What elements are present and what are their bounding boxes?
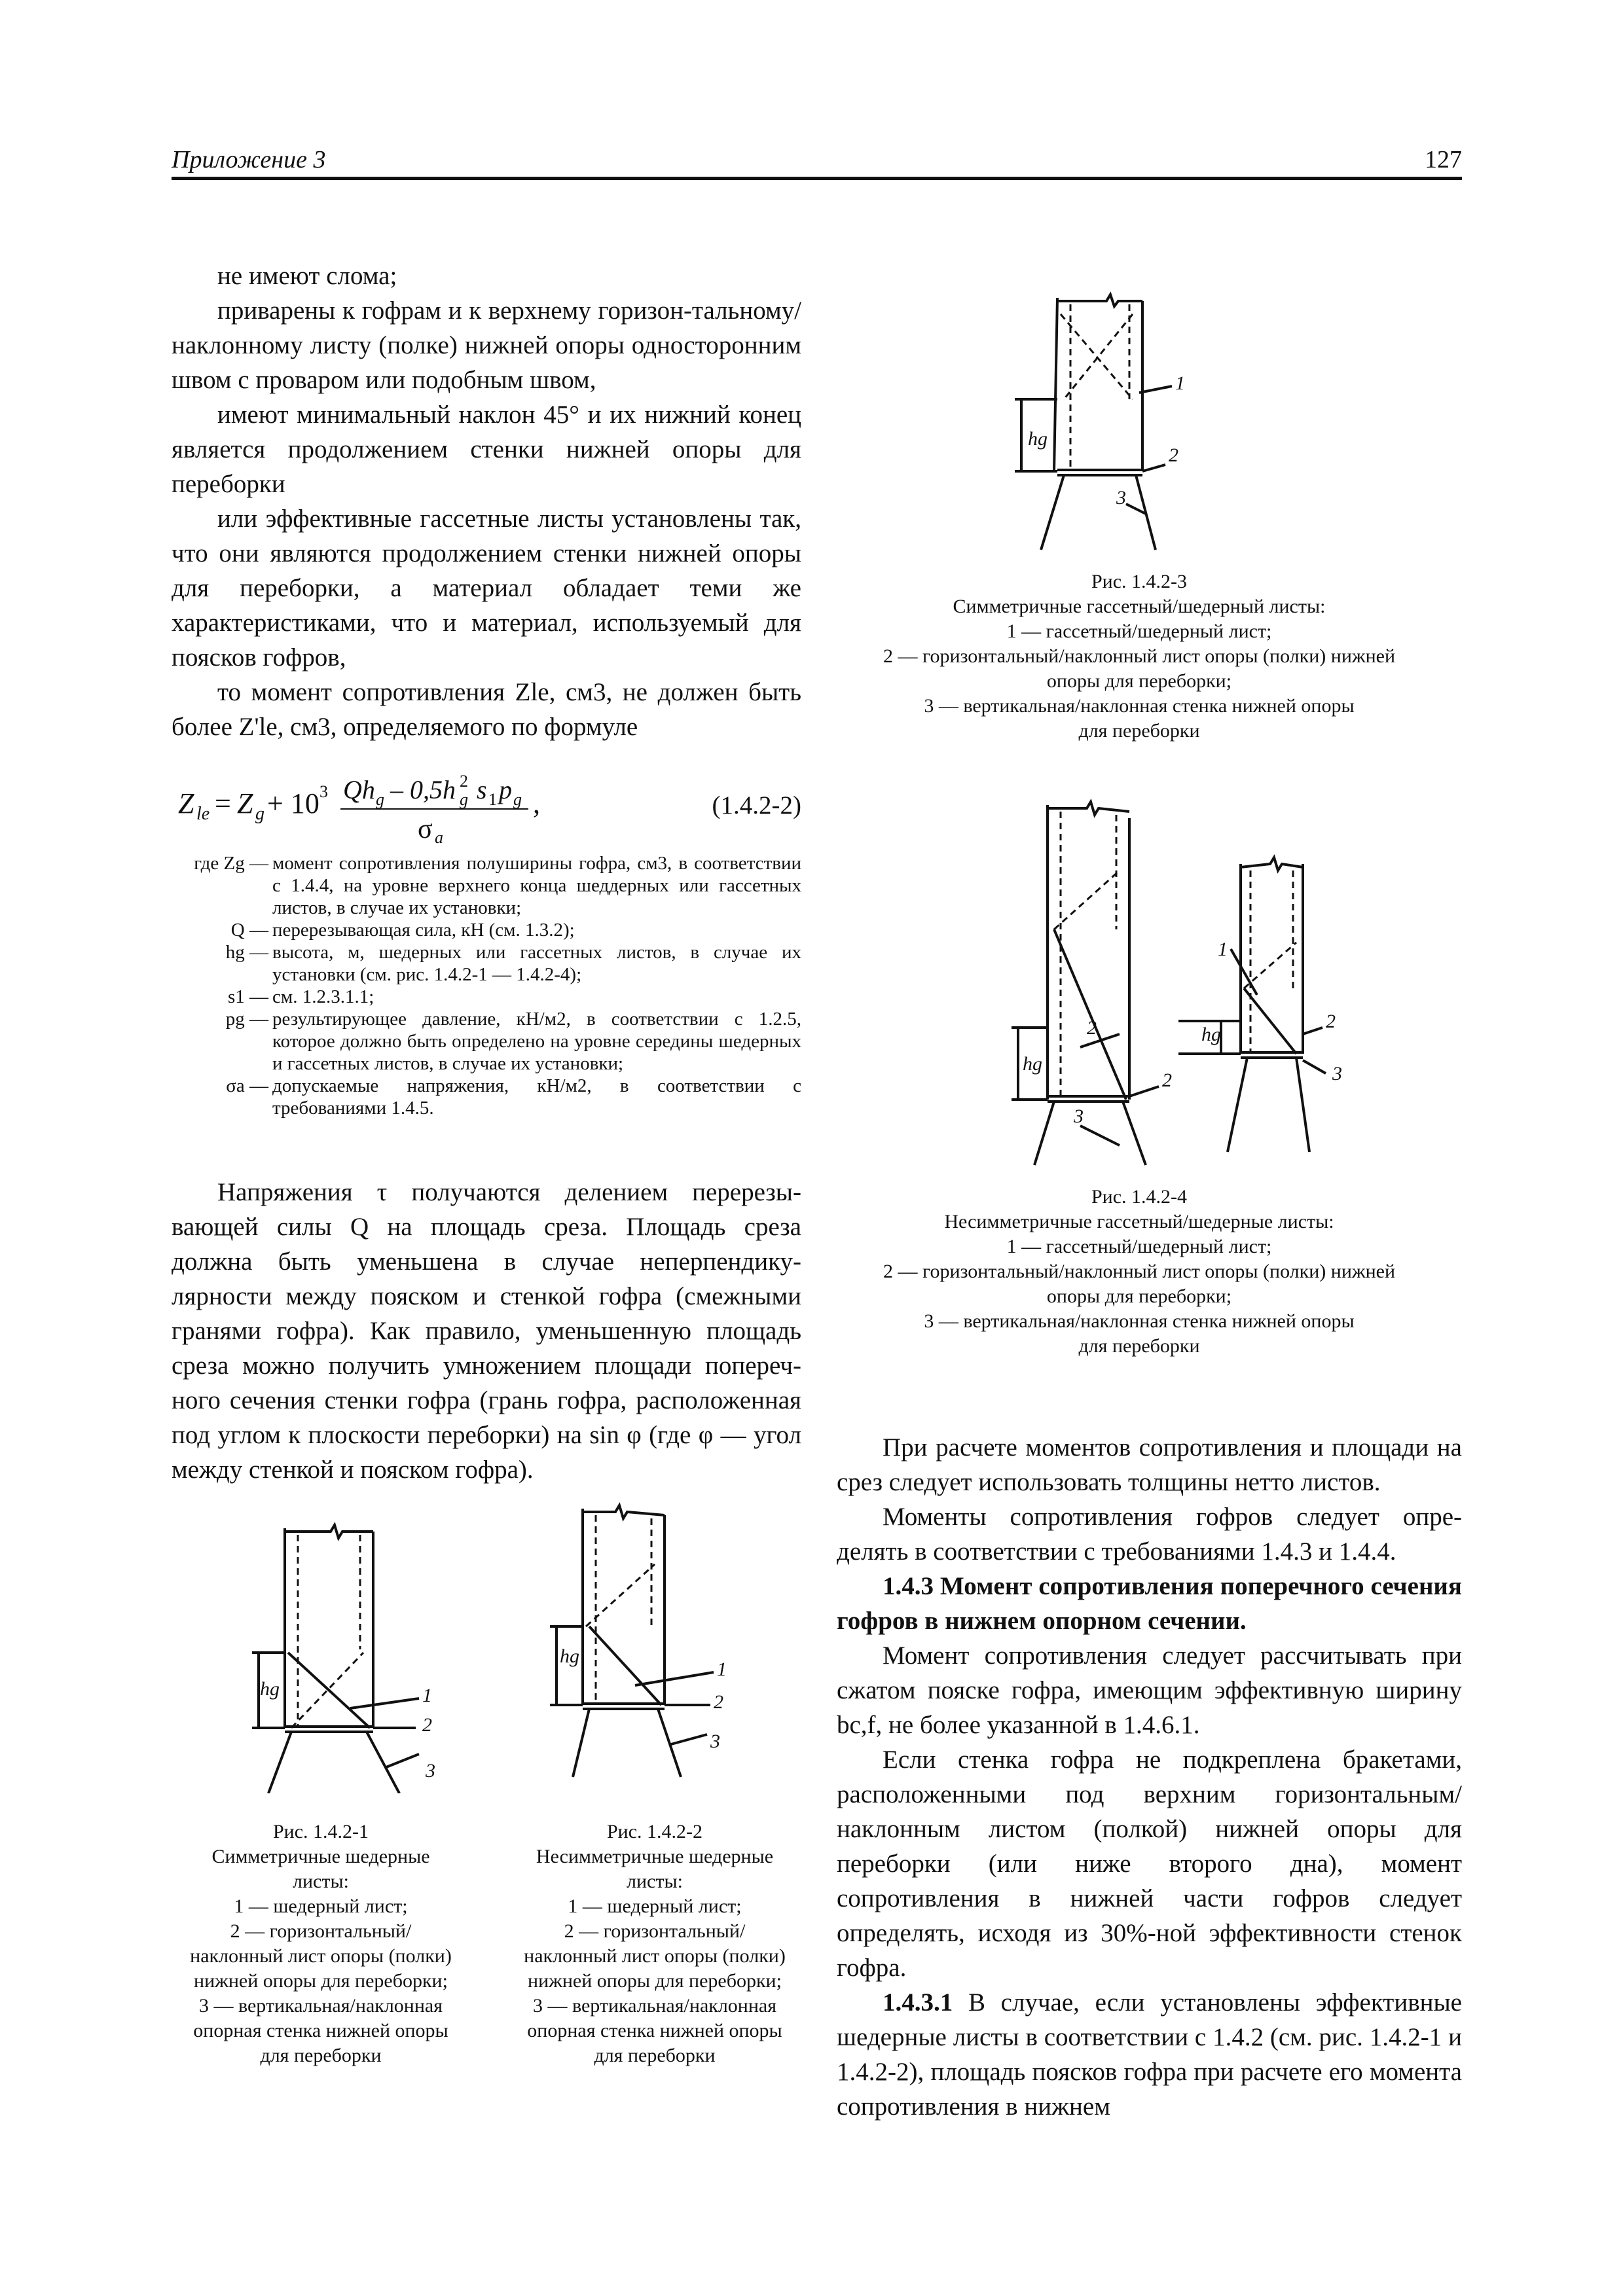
caption-1-4-2-2: Рис. 1.4.2-2 Несимметричные шедерные листы: 1 — шедерный лист; 2 — горизонтальный/ наклонный лист опоры (полки) нижней опоры для переборки; 3 — вертикальная/наклонная опорная стенка нижней опоры для переборки <box>524 1821 786 2066</box>
formula-number: (1.4.2-2) <box>712 791 801 819</box>
svg-text:hg: hg <box>260 1678 280 1700</box>
svg-text:g: g <box>255 804 264 824</box>
svg-text:2: 2 <box>460 772 468 791</box>
legend-row: s1 — см. 1.2.3.1.1; <box>227 986 374 1007</box>
formula-legend <box>172 852 801 1119</box>
svg-text:Z: Z <box>178 787 194 819</box>
caption-1-4-2-3: Рис. 1.4.2-3 Симметричные гассетный/шедерный листы: 1 — гассетный/шедерный лист; 2 — горизонтальный/наклонный лист опоры (полки) нижней опоры для переборки; 3 — вертикальная/наклонная стенка нижней опоры для переборки <box>883 571 1396 742</box>
paragraph: то момент сопротивления Zle, см3, не должен быть более Z'le, см3, определяемого по формуле <box>172 678 801 741</box>
svg-text:– 0,5h: – 0,5h <box>390 775 456 804</box>
svg-text:1: 1 <box>422 1685 432 1706</box>
svg-text:a: a <box>435 828 443 844</box>
figure-1-4-2-1 <box>246 1518 468 1793</box>
caption-1-4-2-1: Рис. 1.4.2-1 Симметричные шедерные листы: 1 — шедерный лист; 2 — горизонтальный/ наклонный лист опоры (полки) нижней опоры для переборки; 3 — вертикальная/наклонная опорная стенка нижней опоры для переборки <box>190 1821 452 2066</box>
svg-text:+ 10: + 10 <box>267 787 319 819</box>
svg-text:3: 3 <box>426 1760 435 1782</box>
svg-text:1: 1 <box>1218 939 1228 960</box>
formula-graphic <box>172 772 801 844</box>
legend-row: σa — допускаемые напряжения, кН/м2, в соответствии с требованиями 1.4.5. <box>226 1075 801 1119</box>
paragraph: приварены к гофрам и к верхнему горизон-тальному/наклонному листу (полке) нижней опоры односторонним швом с проваром или подобным швом, <box>172 296 801 394</box>
paragraph: не имеют слома; <box>217 262 397 290</box>
svg-text:3: 3 <box>1074 1105 1084 1127</box>
svg-text:2: 2 <box>1326 1011 1336 1032</box>
svg-text:2: 2 <box>422 1714 432 1736</box>
paragraph: Если стенка гофра не подкреплена бракетами, расположенными под верхним горизонтальным/ наклонным листом (полкой) нижней опоры для переборки (или ниже второго дна), момент сопротивления в нижней части гофров следует определять, исходя из 30%-ной эффективности стенок гофра. <box>837 1746 1462 1982</box>
legend-row: Q — перерезывающая сила, кН (см. 1.3.2); <box>230 920 575 941</box>
paragraph: Напряжения τ получаются делением перерезы-вающей силы Q на площадь среза. Площадь среза должна быть уменьшена в случае неперпендику-лярности между пояском и стенкой гофра (смежными гранями гофра). Как правило, уменьшенную площадь среза можно получить умножением площади попереч-ного сечения стенки гофра (грань гофра, расположенная под углом к плоскости переборки) на sin φ (где φ — угол между стенкой и пояском гофра). <box>172 1178 801 1484</box>
svg-text:3: 3 <box>319 782 328 801</box>
svg-text:g: g <box>460 790 468 809</box>
svg-text:hg: hg <box>1201 1024 1221 1045</box>
svg-text:1: 1 <box>488 790 497 809</box>
paragraph: Моменты сопротивления гофров следует опре-делять в соответствии с требованиями 1.4.3 и 1.4.4. <box>837 1503 1462 1566</box>
figure-1-4-2-2 <box>537 1502 759 1784</box>
left-column-text <box>172 259 801 744</box>
svg-text:3: 3 <box>1332 1063 1342 1085</box>
legend-row: где Zg — момент сопротивления полуширины гофра, см3, в соответствии с 1.4.4, на уровне верхнего конца шеддерных или гассетных листов, в случае их установки; <box>194 853 801 918</box>
svg-text:s: s <box>477 775 487 804</box>
svg-text:g: g <box>513 790 522 809</box>
paragraph: При расчете моментов сопротивления и площади на срез следует использовать толщины нетто листов. <box>837 1433 1462 1496</box>
left-column-lower-text <box>172 1175 801 1487</box>
page-number: 127 <box>1425 146 1462 173</box>
figure-1-4-2-3 <box>1008 288 1257 563</box>
figure-1-4-2-4 <box>982 798 1408 1191</box>
svg-text:hg: hg <box>560 1645 579 1667</box>
svg-text:3: 3 <box>1116 487 1126 509</box>
svg-text:Qh: Qh <box>343 775 375 804</box>
svg-text:g: g <box>376 790 384 809</box>
svg-text:p: p <box>499 775 512 804</box>
svg-text:3: 3 <box>710 1731 720 1752</box>
svg-text:2: 2 <box>1169 444 1178 466</box>
header-rule <box>172 177 1462 180</box>
svg-text:le: le <box>196 804 210 824</box>
legend-row: hg — высота, м, шедерных или гассетных листов, в случае их установки (см. рис. 1.4.2-1 — 1.4.2-4); <box>225 942 801 985</box>
svg-text:=: = <box>215 787 231 819</box>
paragraph: имеют минимальный наклон 45° и их нижний конец является продолжением стенки нижней опоры для переборки <box>172 401 801 498</box>
right-column-text <box>837 1430 1462 2124</box>
svg-text:2: 2 <box>1087 1017 1097 1039</box>
svg-text:1: 1 <box>717 1659 727 1680</box>
paragraph: Момент сопротивления следует рассчитывать при сжатом пояске гофра, имеющим эффективную ширину bc,f, не более указанной в 1.4.6.1. <box>837 1641 1462 1739</box>
running-header-title: Приложение 3 <box>172 146 326 173</box>
paragraph: 1.4.3.1 В случае, если установлены эффективные шедерные листы в соответствии с 1.4.2 (см. рис. 1.4.2-1 и 1.4.2-2), площадь поясков гофра при расчете его момента сопротивления в нижнем <box>837 1988 1462 2121</box>
formula-1-4-2-2 <box>172 772 801 844</box>
svg-text:hg: hg <box>1023 1053 1042 1075</box>
section-heading: 1.4.3 Момент сопротивления поперечного сечения гофров в нижнем опорном сечении. <box>837 1572 1462 1635</box>
svg-text:Z: Z <box>237 787 253 819</box>
svg-text:σ: σ <box>418 814 433 844</box>
caption-1-4-2-4: Рис. 1.4.2-4 Несимметричные гассетный/шедерные листы: 1 — гассетный/шедерный лист; 2 — горизонтальный/наклонный лист опоры (полки) нижней опоры для переборки; 3 — вертикальная/наклонная стенка нижней опоры для переборки <box>883 1186 1396 1357</box>
svg-text:hg: hg <box>1028 428 1048 450</box>
svg-text:,: , <box>533 787 540 819</box>
svg-text:1: 1 <box>1175 372 1185 394</box>
legend-row: pg — результирующее давление, кН/м2, в соответствии с 1.2.5, которое должно быть определено на уровне середины шедерных и гассетных листов, в случае их установки; <box>225 1009 801 1074</box>
svg-text:2: 2 <box>714 1691 723 1713</box>
paragraph: или эффективные гассетные листы установлены так, что они являются продолжением стенки нижней опоры для переборки, а материал обладает теми же характеристиками, что и материал, используемый для поясков гофров, <box>172 505 801 672</box>
svg-text:2: 2 <box>1162 1069 1172 1091</box>
